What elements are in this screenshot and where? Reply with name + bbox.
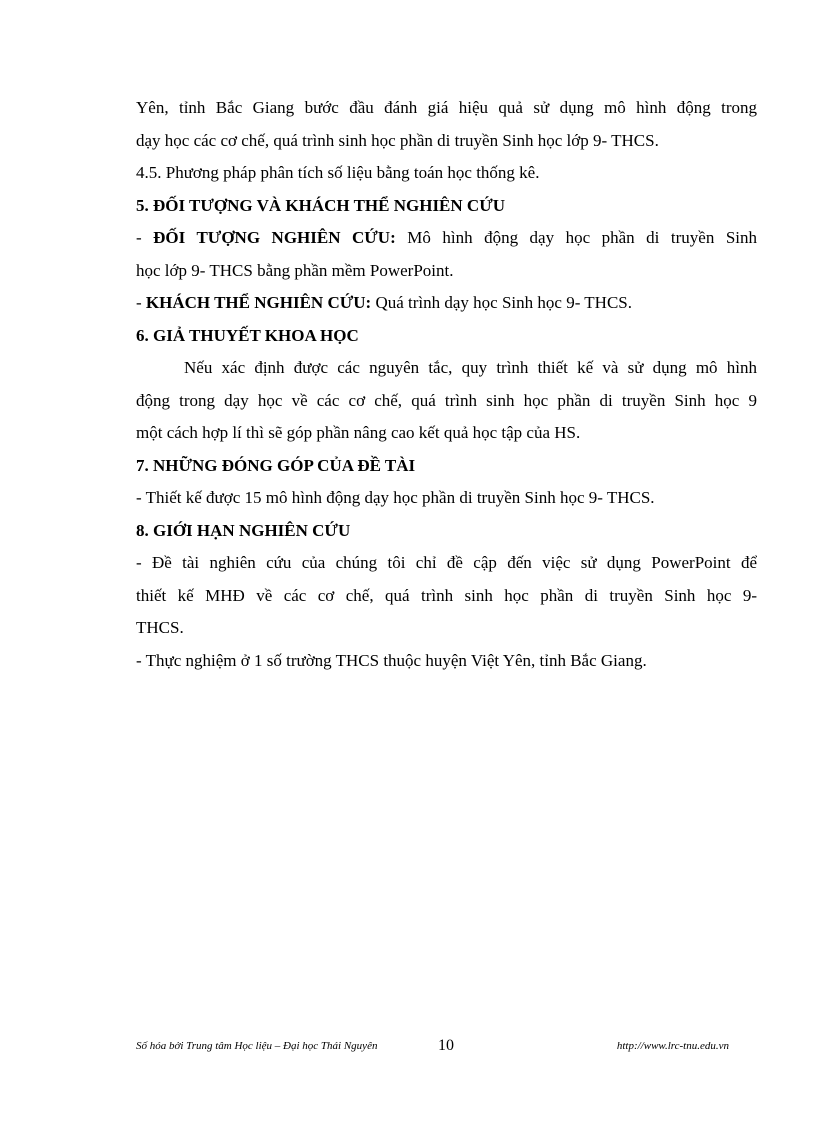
research-object-line (136, 222, 757, 255)
contribution-item: - Thiết kế được 15 mô hình động dạy học phần di truyền Sinh học 9- THCS. (136, 488, 655, 507)
research-object-line-2: học lớp 9- THCS bằng phần mềm PowerPoint. (136, 260, 454, 280)
bullet-dash: - (136, 293, 146, 312)
section-7-heading: 7. NHỮNG ĐÓNG GÓP CỦA ĐỀ TÀI (136, 455, 416, 475)
research-object-text: Mô hình động dạy học phần di truyền Sinh (395, 228, 757, 247)
research-subject-label: KHÁCH THỂ NGHIÊN CỨU: (145, 293, 372, 312)
bullet-dash: - (136, 228, 154, 247)
method-4-5: 4.5. Phương pháp phân tích số liệu bằng toán học thống kê. (136, 163, 540, 182)
hypothesis-line-3: một cách hợp lí thì sẽ góp phần nâng cao kết quả học tập của HS. (136, 423, 581, 442)
footer-source: Số hóa bởi Trung tâm Học liệu – Đại học Thái Nguyên (136, 1040, 378, 1052)
document-body (136, 92, 757, 677)
limitation-line-2: thiết kế MHĐ về các cơ chế, quá trình sinh học phần di truyền Sinh học 9- (136, 585, 757, 605)
hypothesis-line-1: Nếu xác định được các nguyên tắc, quy trình thiết kế và sử dụng mô hình (184, 358, 757, 377)
section-6-heading: 6. GIẢ THUYẾT KHOA HỌC (136, 325, 359, 345)
research-subject-line (136, 287, 757, 320)
section-8-heading: 8. GIỚI HẠN NGHIÊN CỨU (136, 520, 351, 540)
research-object-label: ĐỐI TƯỢNG NGHIÊN CỨU: (153, 228, 396, 247)
limitation-item-2: - Thực nghiệm ở 1 số trường THCS thuộc huyện Việt Yên, tỉnh Bắc Giang. (136, 650, 647, 670)
page-footer (136, 1038, 757, 1058)
paragraph-line: Yên, tỉnh Bắc Giang bước đầu đánh giá hiệu quả sử dụng mô hình động trong (136, 98, 757, 117)
section-5-heading: 5. ĐỐI TƯỢNG VÀ KHÁCH THỂ NGHIÊN CỨU (136, 195, 506, 215)
paragraph-line: dạy học các cơ chế, quá trình sinh học phần di truyền Sinh học lớp 9- THCS. (136, 130, 659, 150)
page-number: 10 (438, 1037, 454, 1054)
limitation-line-1: - Đề tài nghiên cứu của chúng tôi chỉ đề cập đến việc sử dụng PowerPoint để (136, 553, 757, 572)
research-subject-text: Quá trình dạy học Sinh học 9- THCS. (371, 293, 633, 312)
footer-url[interactable]: http://www.lrc-tnu.edu.vn (616, 1040, 729, 1052)
limitation-line-3: THCS. (136, 618, 184, 637)
hypothesis-line-2: động trong dạy học về các cơ chế, quá trình sinh học phần di truyền Sinh học 9 (136, 390, 757, 410)
